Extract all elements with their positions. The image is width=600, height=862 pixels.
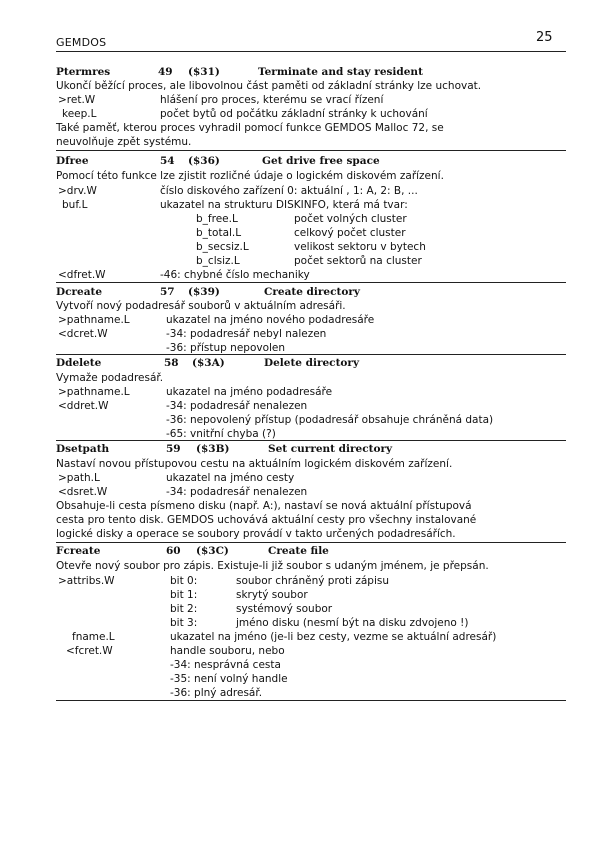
- param-name: keep.L: [62, 108, 97, 120]
- function-title: Create directory: [264, 286, 360, 298]
- param-desc: ukazatel na jméno podadresáře: [166, 386, 333, 398]
- description-line: Také paměť, kterou proces vyhradil pomocí funkce GEMDOS Malloc 72, se: [56, 122, 444, 134]
- param-desc: ukazatel na jméno nového podadresáře: [166, 314, 375, 326]
- function-name: Fcreate: [56, 545, 101, 557]
- struct-field-desc: velikost sektoru v bytech: [294, 241, 426, 253]
- function-title: Terminate and stay resident: [258, 66, 423, 78]
- param-desc: -65: vnitřní chyba (?): [166, 428, 276, 440]
- header-rule: [56, 51, 566, 52]
- description-line: Vytvoří nový podadresář souborů v aktuálním adresáři.: [56, 300, 346, 312]
- description-line: Otevře nový soubor pro zápis. Existuje-li již soubor s udaným jménem, je přepsán.: [56, 560, 489, 572]
- description-line: cesta pro tento disk. GEMDOS uchovává aktuální cesty pro všechny instalované: [56, 514, 477, 526]
- function-name: Dsetpath: [56, 443, 110, 455]
- function-title: Get drive free space: [262, 155, 380, 167]
- param-name: <fcret.W: [66, 645, 113, 657]
- param-desc: ukazatel na jméno (je-li bez cesty, vezme se aktuální adresář): [170, 631, 497, 643]
- param-name: buf.L: [62, 199, 88, 211]
- param-desc: -36: přístup nepovolen: [166, 342, 286, 354]
- param-desc: ukazatel na jméno cesty: [166, 472, 295, 484]
- section-divider: [56, 354, 566, 355]
- bit-desc: systémový soubor: [236, 603, 333, 615]
- function-name: Ddelete: [56, 357, 102, 369]
- function-number: 58: [164, 357, 179, 369]
- function-hex: ($31): [188, 66, 220, 78]
- description-line: Pomocí této funkce lze zjistit rozličné údaje o logickém diskovém zařízení.: [56, 170, 444, 182]
- struct-field-name: b_secsiz.L: [196, 241, 249, 253]
- section-divider: [56, 542, 566, 543]
- function-name: Dcreate: [56, 286, 103, 298]
- param-name: >path.L: [58, 472, 100, 484]
- param-desc: -34: podadresář nebyl nalezen: [166, 328, 327, 340]
- description-line: logické disky a operace se soubory provádí v takto určených podadresářích.: [56, 528, 456, 540]
- struct-field-desc: počet sektorů na cluster: [294, 255, 422, 267]
- function-hex: ($36): [188, 155, 220, 167]
- bit-desc: jméno disku (nesmí být na disku zdvojeno !): [236, 617, 469, 629]
- param-desc: -36: nepovolený přístup (podadresář obsahuje chráněná data): [166, 414, 494, 426]
- section-divider: [56, 282, 566, 283]
- param-name: <ddret.W: [58, 400, 109, 412]
- function-number: 59: [166, 443, 181, 455]
- description-line: Nastaví novou přístupovou cestu na aktuálním logickém diskovém zařízení.: [56, 458, 453, 470]
- struct-field-name: b_free.L: [196, 213, 238, 225]
- function-number: 60: [166, 545, 181, 557]
- function-number: 57: [160, 286, 175, 298]
- section-divider: [56, 440, 566, 441]
- struct-field-desc: celkový počet cluster: [294, 227, 406, 239]
- param-desc: číslo diskového zařízení 0: aktuální , 1: A, 2: B, ...: [160, 185, 418, 197]
- description-line: neuvolňuje zpět systému.: [56, 136, 192, 148]
- function-hex: ($3C): [196, 545, 229, 557]
- section-divider: [56, 150, 566, 151]
- function-title: Delete directory: [264, 357, 360, 369]
- function-hex: ($3A): [192, 357, 225, 369]
- running-header: GEMDOS: [56, 36, 107, 49]
- function-title: Create file: [268, 545, 329, 557]
- description-line: Vymaže podadresář.: [56, 372, 164, 384]
- bit-desc: skrytý soubor: [236, 589, 308, 601]
- function-number: 49: [158, 66, 173, 78]
- struct-field-name: b_clsiz.L: [196, 255, 240, 267]
- param-name: >pathname.L: [58, 314, 130, 326]
- param-desc: -36: plný adresář.: [170, 687, 263, 699]
- param-desc: -34: nesprávná cesta: [170, 659, 281, 671]
- param-desc: počet bytů od počátku základní stránky k uchování: [160, 108, 428, 120]
- function-number: 54: [160, 155, 175, 167]
- description-line: Ukončí běžící proces, ale libovolnou část paměti od základní stránky lze uchovat.: [56, 80, 482, 92]
- param-desc: hlášení pro proces, kterému se vrací řízení: [160, 94, 384, 106]
- param-desc: -35: není volný handle: [170, 673, 288, 685]
- bit-label: bit 2:: [170, 603, 198, 615]
- function-title: Set current directory: [268, 443, 393, 455]
- description-line: Obsahuje-li cesta písmeno disku (např. A:), nastaví se nová aktuální přístupová: [56, 500, 472, 512]
- function-name: Ptermres: [56, 66, 111, 78]
- function-hex: ($3B): [196, 443, 230, 455]
- param-name: >drv.W: [58, 185, 97, 197]
- struct-field-desc: počet volných cluster: [294, 213, 407, 225]
- param-name: <dsret.W: [58, 486, 108, 498]
- param-desc: ukazatel na strukturu DISKINFO, která má tvar:: [160, 199, 408, 211]
- struct-field-name: b_total.L: [196, 227, 242, 239]
- param-desc: handle souboru, nebo: [170, 645, 285, 657]
- section-divider: [56, 700, 566, 701]
- param-name: fname.L: [72, 631, 115, 643]
- param-name: >ret.W: [58, 94, 96, 106]
- param-desc: -34: podadresář nenalezen: [166, 400, 308, 412]
- param-name: <dfret.W: [58, 269, 106, 281]
- bit-label: bit 0:: [170, 575, 198, 587]
- function-name: Dfree: [56, 155, 89, 167]
- page-number: 25: [536, 30, 553, 45]
- bit-label: bit 3:: [170, 617, 198, 629]
- bit-label: bit 1:: [170, 589, 198, 601]
- function-hex: ($39): [188, 286, 220, 298]
- param-desc: -34: podadresář nenalezen: [166, 486, 308, 498]
- param-name: >attribs.W: [58, 575, 115, 587]
- param-name: <dcret.W: [58, 328, 108, 340]
- bit-desc: soubor chráněný proti zápisu: [236, 575, 389, 587]
- param-desc: -46: chybné číslo mechaniky: [160, 269, 310, 281]
- param-name: >pathname.L: [58, 386, 130, 398]
